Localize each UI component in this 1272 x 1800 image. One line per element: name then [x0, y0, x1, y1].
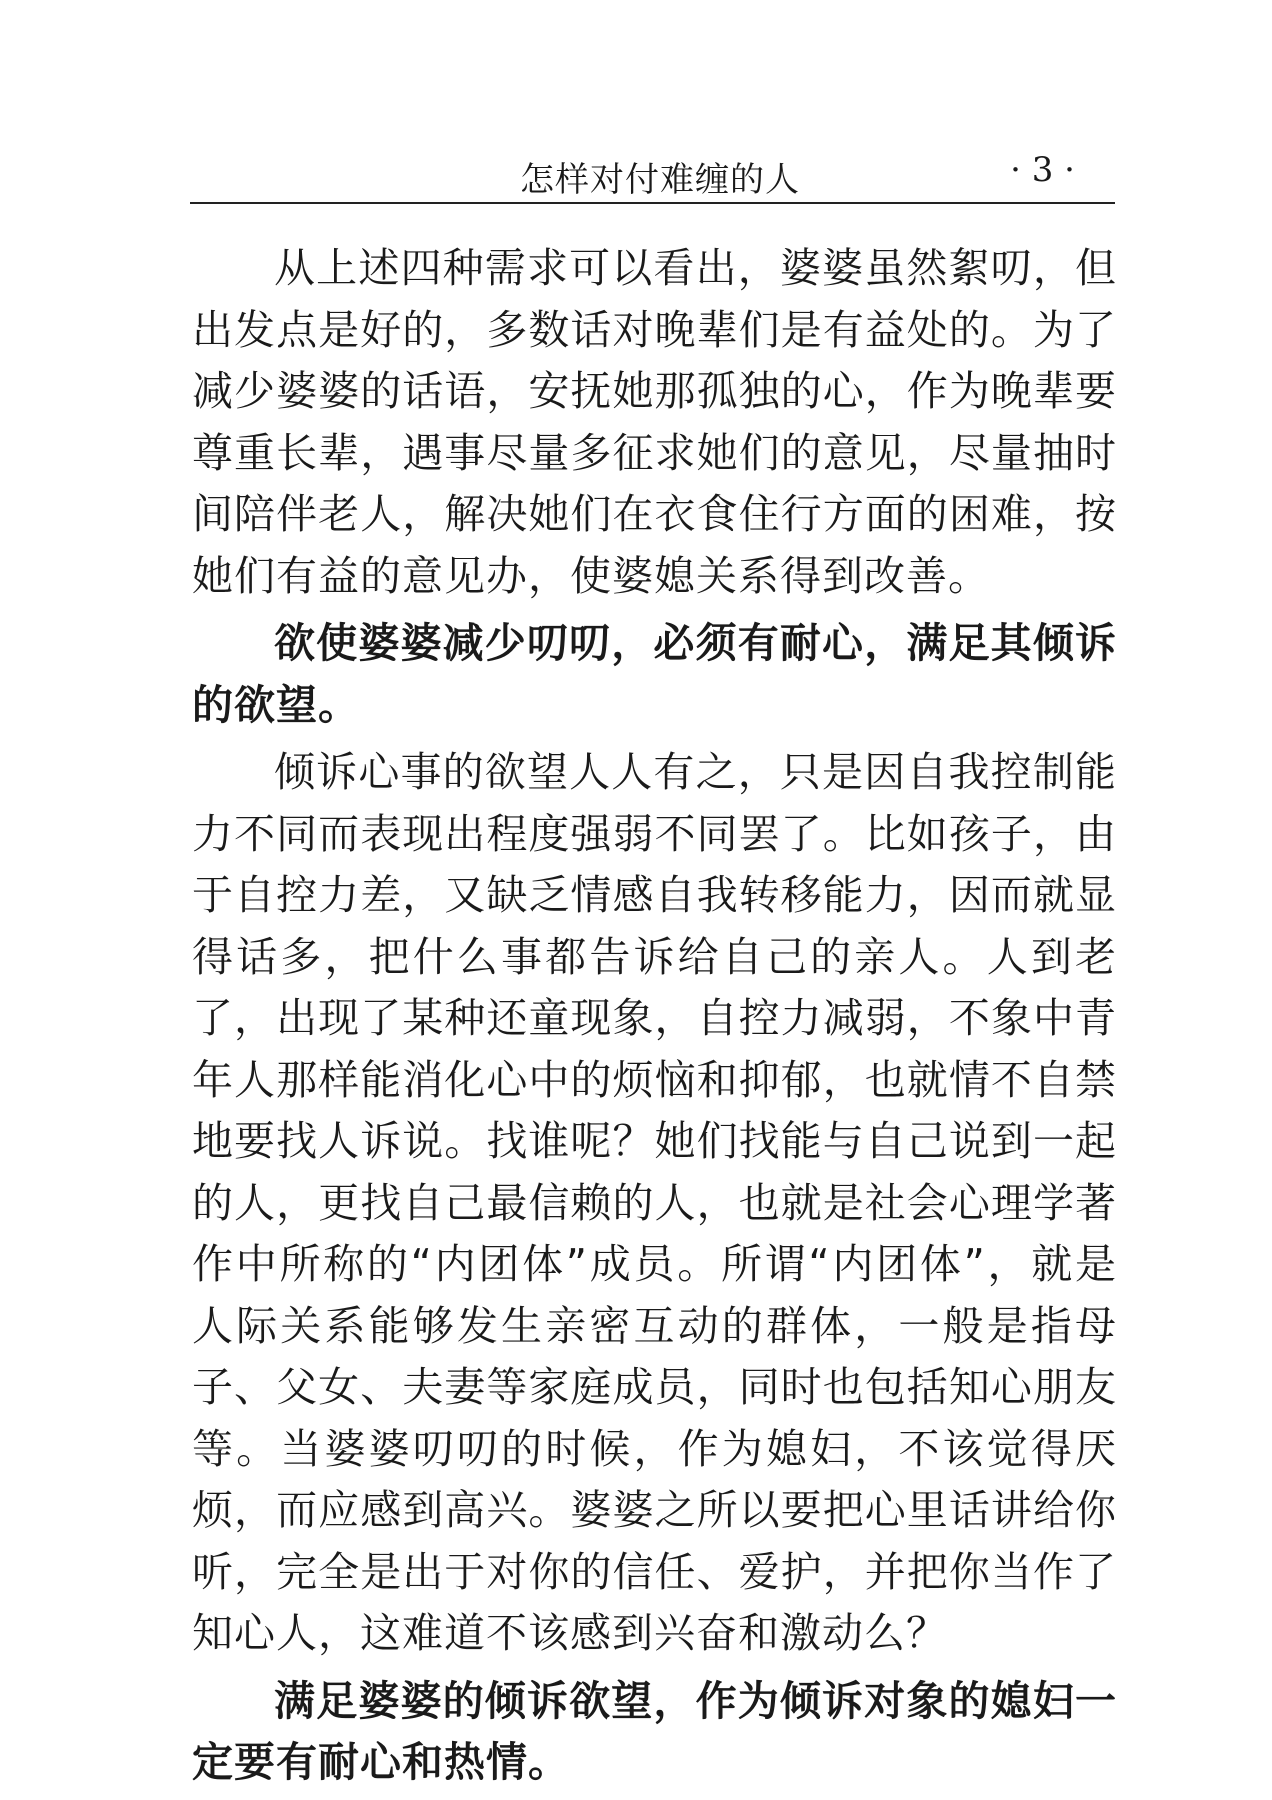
body-text — [192, 238, 1117, 1800]
bold-heading-paragraph: 满足婆婆的倾诉欲望，作为倾诉对象的媳妇一定要有耐心和热情。 — [192, 1676, 1117, 1786]
header-title: 怎样对付难缠的人 — [520, 160, 800, 200]
bold-heading-paragraph: 欲使婆婆减少叨叨，必须有耐心，满足其倾诉的欲望。 — [192, 619, 1117, 729]
paragraph: 从上述四种需求可以看出，婆婆虽然絮叨，但出发点是好的，多数话对晚辈们是有益处的。为了减少婆婆的话语，安抚她那孤独的心，作为晚辈要尊重长辈，遇事尽量多征求她们的意见，尽量抽时间陪伴老人，解决她们在衣食住行方面的困难，按她们有益的意见办，使婆媳关系得到改善。 — [192, 244, 1117, 600]
running-header — [190, 146, 1115, 204]
page-number: · 3 · — [1010, 150, 1075, 190]
paragraph: 倾诉心事的欲望人人有之，只是因自我控制能力不同而表现出程度强弱不同罢了。比如孩子，由于自控力差，又缺乏情感自我转移能力，因而就显得话多，把什么事都告诉给自己的亲人。人到老了，出现了某种还童现象，自控力减弱，不象中青年人那样能消化心中的烦恼和抑郁，也就情不自禁地要找人诉说。找谁呢？她们找能与自己说到一起的人，更找自己最信赖的人，也就是社会心理学著作中所称的“内团体”成员。所谓“内团体”，就是人际关系能够发生亲密互动的群体，一般是指母子、父女、夫妻等家庭成员，同时也包括知心朋友等。当婆婆叨叨的时候，作为媳妇，不该觉得厌烦，而应感到高兴。婆婆之所以要把心里话讲给你听，完全是出于对你的信任、爱护，并把你当作了知心人，这难道不该感到兴奋和激动么？ — [192, 748, 1117, 1657]
